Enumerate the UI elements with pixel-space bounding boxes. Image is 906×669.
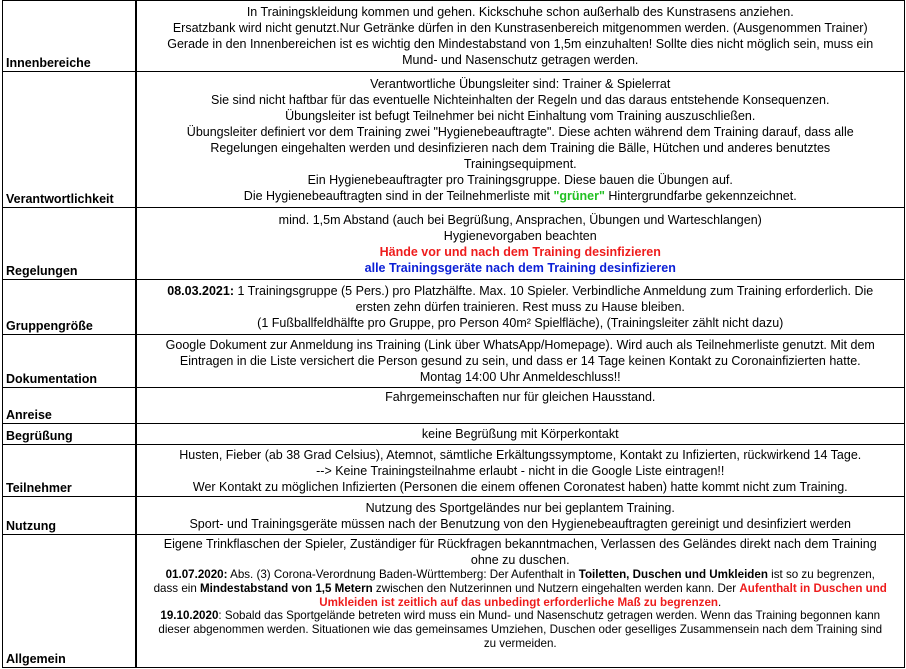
text-line (140, 568, 902, 582)
text-line: Übungsleiter ist befugt Teilnehmer bei nicht Einhaltung vom Training auszuschließen. (285, 108, 756, 123)
red-fragment: Umkleiden ist zeitlich auf das unbedingt erforderliche Maß zu begrenzen (319, 595, 719, 609)
table-row (3, 335, 905, 388)
row-content (136, 445, 905, 497)
text-line: Google Dokument zur Anmeldung ins Training (Link über WhatsApp/Homepage). Wird auch als Teilnehmerliste genutzt. Mit dem (165, 338, 875, 352)
text-line: Montag 14:00 Uhr Anmeldeschluss!! (419, 370, 621, 384)
date-label: 01.07.2020: (165, 568, 228, 581)
text-line: --> Keine Trainingsteilnahme erlaubt - nicht in die Google Liste eintragen!! (316, 463, 725, 478)
text-fragment: zwischen den Nutzerinnen und Nutzern eingehalten werden kann. Der (372, 581, 740, 595)
text-fragment: 1 Trainingsgruppe (5 Pers.) pro Platzhälfte. Max. 10 Spieler. Verbindliche Anmeldung zum Training erforderlich. Die (234, 284, 874, 298)
row-label: Innenbereiche (3, 1, 136, 72)
row-label: Verantwortlichkeit (3, 72, 136, 208)
hygiene-rules-table (2, 0, 905, 668)
text-line: Mund- und Nasenschutz getragen werden. (402, 53, 639, 67)
text-line: Trainingsequipment. (463, 156, 577, 171)
text-line (140, 582, 902, 596)
table-row (3, 445, 905, 497)
text-line (140, 283, 902, 299)
row-content (136, 388, 905, 424)
text-line: Übungsleiter definiert vor dem Training zwei "Hygienebeauftragte". Diese achten während dem Training darauf, dass alle (186, 124, 854, 139)
row-label: Nutzung (3, 497, 136, 535)
text-line (140, 609, 902, 623)
text-line: Wer Kontakt zu möglichen Infizierten (Personen die einem offenen Coronatest haben) hatte kommt nicht zum Training. (192, 479, 848, 494)
row-content (136, 280, 905, 335)
text-line: In Trainingskleidung kommen und gehen. Kickschuhe schon außerhalb des Kunstrasens anziehen. (246, 5, 794, 19)
text-line: Verantwortliche Übungsleiter sind: Trainer & Spielerrat (370, 76, 671, 91)
text-line: Ein Hygienebeauftragter pro Trainingsgruppe. Diese bauen die Übungen auf. (307, 172, 733, 187)
text-fragment: Abs. (3) Corona-Verordnung Baden-Württemberg: Der Aufenthalt in (227, 568, 579, 581)
row-content (136, 335, 905, 388)
row-label: Gruppengröße (3, 280, 136, 335)
text-fragment: . (718, 595, 722, 609)
bold-fragment: Mindestabstand von 1,5 Metern (200, 581, 373, 595)
red-warning-line: Hände vor und nach dem Training desinfizieren (379, 244, 661, 259)
row-content (136, 497, 905, 535)
text-line: Sport- und Trainingsgeräte müssen nach der Benutzung von den Hygienebeauftragten gereinigt und desinfiziert werden (189, 516, 852, 531)
text-fragment: Hintergrundfarbe gekennzeichnet. (604, 188, 797, 203)
bold-fragment: Toiletten, Duschen und Umkleiden (578, 568, 768, 581)
text-line: Eigene Trinkflaschen der Spieler, Zuständiger für Rückfragen bekanntmachen, Verlassen des Geländes direkt nach dem Training (163, 537, 877, 551)
text-fragment: Die Hygienebeauftragten sind in der Teilnehmerliste mit (243, 188, 554, 203)
row-content (136, 424, 905, 445)
date-label: 08.03.2021: (167, 284, 234, 298)
text-line: Husten, Fieber (ab 38 Grad Celsius), Atemnot, sämtliche Erkältungssymptome, Kontakt zu Infizierten, rückwirkend 14 Tage. (179, 447, 862, 462)
table-row (3, 208, 905, 280)
text-line: Nutzung des Sportgeländes nur bei geplantem Training. (365, 500, 675, 515)
row-label: Dokumentation (3, 335, 136, 388)
text-line: Gerade in den Innenbereichen ist es wichtig den Mindestabstand von 1,5m einzuhalten! Sollte dies nicht möglich sein, muss ein (167, 37, 874, 51)
table-row (3, 424, 905, 445)
text-fragment: ist so zu begrenzen, (767, 568, 875, 581)
text-line: Fahrgemeinschaften nur für gleichen Hausstand. (385, 390, 656, 404)
text-line: zu vermeiden. (483, 636, 557, 650)
row-label: Anreise (3, 388, 136, 424)
row-content (136, 535, 905, 668)
row-content (136, 1, 905, 72)
text-fragment: dass ein (153, 581, 201, 595)
green-highlight: "grüner" (553, 188, 605, 203)
table-row (3, 497, 905, 535)
red-fragment: Aufenthalt in Duschen und (739, 581, 887, 595)
text-line: (1 Fußballfeldhälfte pro Gruppe, pro Person 40m² Spielfläche), (Trainingsleiter zählt nicht dazu) (257, 316, 784, 330)
table-row (3, 72, 905, 208)
text-line (140, 188, 902, 204)
row-content (136, 72, 905, 208)
table-row (3, 280, 905, 335)
row-label: Regelungen (3, 208, 136, 280)
text-line: keine Begrüßung mit Körperkontakt (421, 427, 619, 441)
date-label: 19.10.2020 (160, 609, 219, 623)
text-line: Hygienevorgaben beachten (443, 228, 597, 243)
text-line: ersten zehn dürfen trainieren. Rest muss zu Hause bleiben. (355, 300, 685, 314)
text-line: Eintragen in die Liste versichert die Person gesund zu sein, und dass er 14 Tage keinen Kontakt zu Coronainfizierten hatte. (179, 354, 861, 368)
row-label: Begrüßung (3, 424, 136, 445)
text-line: mind. 1,5m Abstand (auch bei Begrüßung, Ansprachen, Übungen und Warteschlangen) (278, 212, 762, 227)
table-row (3, 535, 905, 668)
text-fragment: : Sobald das Sportgelände betreten wird muss ein Mund- und Nasenschutz getragen werden. Wenn das Training begonnen kann (218, 609, 881, 623)
row-content (136, 208, 905, 280)
table-row (3, 388, 905, 424)
text-line: dieser abgenommen werden. Situationen wie das gemeinsames Umziehen, Duschen oder geselliges Zusammensein nach dem Training sind (158, 623, 883, 637)
row-label: Allgemein (3, 535, 136, 668)
text-line: ohne zu duschen. (470, 553, 570, 567)
text-line (140, 596, 902, 610)
text-line: Ersatzbank wird nicht genutzt.Nur Getränke dürfen in den Kunstrasenbereich mitgenommen werden. (Ausgenommen Trainer) (172, 21, 868, 35)
blue-warning-line: alle Trainingsgeräte nach dem Training desinfizieren (364, 260, 676, 275)
table-row (3, 1, 905, 72)
row-label: Teilnehmer (3, 445, 136, 497)
text-line: Regelungen eingehalten werden und desinfizieren nach dem Training die Bälle, Hütchen und anderes benutztes (210, 140, 831, 155)
text-line: Sie sind nicht haftbar für das eventuelle Nichteinhalten der Regeln und das daraus entstehende Konsequenzen. (211, 92, 830, 107)
